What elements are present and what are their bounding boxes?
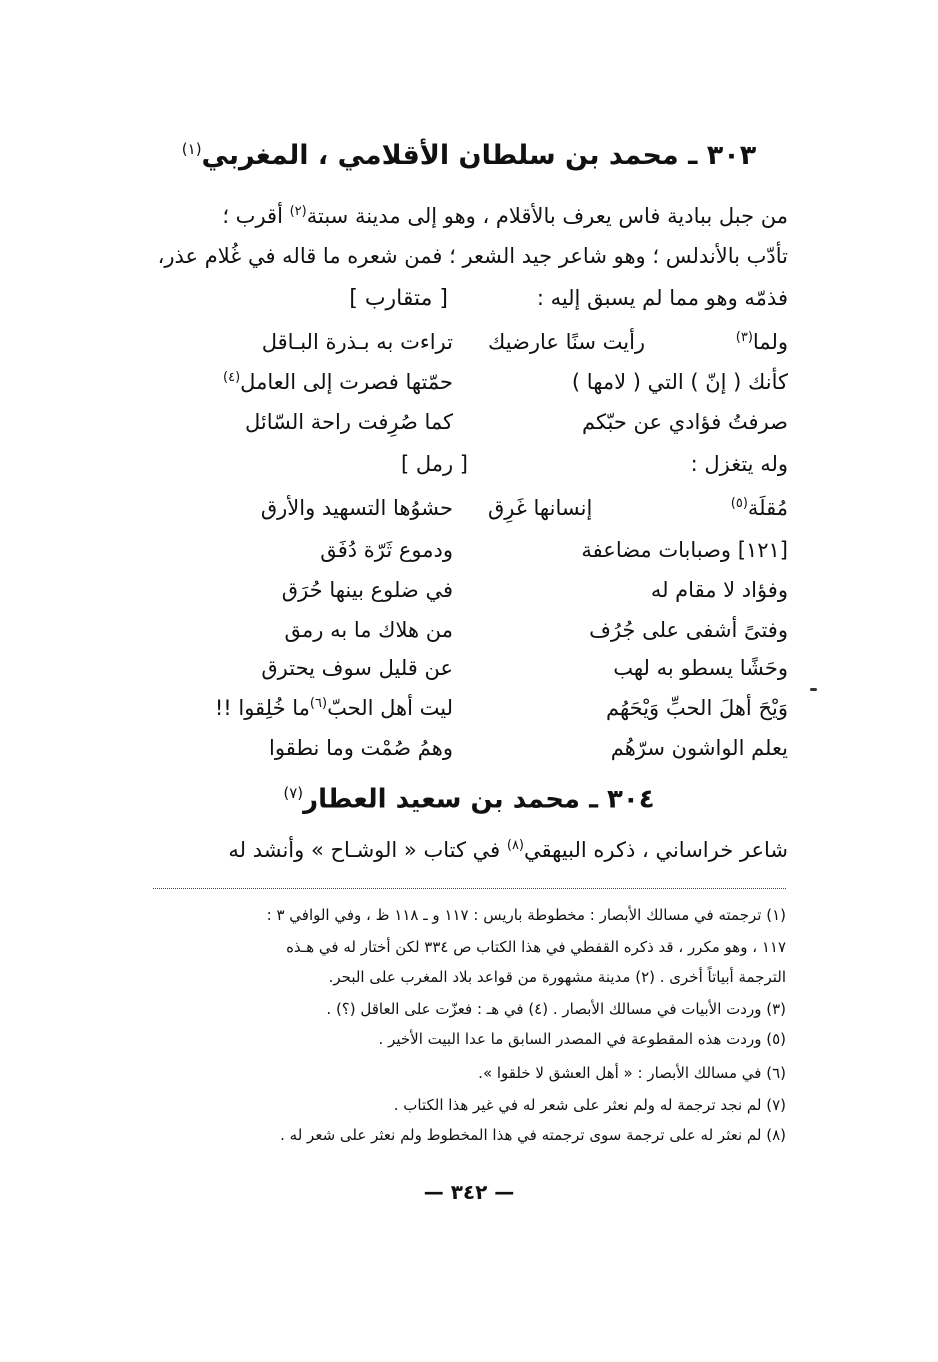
poem2-verse-1-a: مُقلَة$^{(٥)}$ (730, 496, 788, 520)
print-speck (810, 688, 817, 691)
footnote-marker-2: (٢) (289, 204, 307, 219)
footnote-line-8: (٨) لم نعثر له على ترجمة سوى ترجمته في هذا المخطوط ولم نعثر على شعر له . (280, 1126, 786, 1144)
page-number: — ٣٤٢ — (423, 1180, 515, 1204)
entry-303-title-text: ٣٠٣ ـ محمد بن سلطان الأقلامي ، المغربي (201, 140, 757, 171)
footnote-separator (153, 888, 786, 889)
poem2-verse-1-a-rest: إنسانها غَرِق (488, 496, 593, 520)
poem2-verse-4-first-hemistich: وفتىً أشفى على جُرُف (589, 618, 788, 642)
poem2-verse-2-first-hemistich: [١٢١] وصبابات مضاعفة (581, 538, 788, 562)
poem2-verse-6-first-hemistich: وَيْحَ أهلَ الحبِّ وَيْحَهُم (606, 696, 788, 720)
poem2-verse-1-first-hemistich (488, 488, 788, 528)
poem2-verse-6-second-hemistich (153, 688, 453, 728)
poem2-verse-6-b: ليت أهل الحبّ$^{(٦)}$ما خُلِقوا !! (214, 696, 453, 720)
footnote-line-1: (١) ترجمته في مسالك الأبصار : مخطوطة باريس : ١١٧ و ـ ١١٨ ظ ، وفي الوافي ٣ : (266, 906, 786, 924)
footnote-line-6: (٦) في مسالك الأبصار : « أهل العشق لا خلقوا ». (478, 1064, 786, 1082)
footnote-line-3: الترجمة أبياتاً أخرى . (٢) مدينة مشهورة من قواعد بلاد المغرب على البحر. (328, 968, 786, 986)
poem1-verse-2-b: حمّتها فصرت إلى العامل$^{(٤)}$ (223, 370, 453, 394)
entry-303-line-3-text: فذمّه وهو مما لم يسبق إليه : (536, 286, 788, 310)
poem2-verse-7-second-hemistich: وهمُ صُمْت وما نطقوا (269, 736, 453, 760)
poem2-verse-2-second-hemistich: ودموع ثَرّة دُفَق (320, 538, 453, 562)
poem2-verse-4-second-hemistich: من هلاك ما به رمق (284, 618, 453, 642)
entry-303-line-1-end: أقرب ؛ (222, 204, 290, 228)
entry-303-line-1-text: من جبل ببادية فاس يعرف بالأقلام ، وهو إلى مدينة سبتة (306, 204, 788, 228)
footnote-marker-7: (٧) (283, 784, 304, 802)
poem2-verse-5-first-hemistich: وحَشًا يسطو به لهب (613, 656, 788, 680)
poem1-verse-2-first-hemistich: كأنك ( إنّ ) التي ( لامها ) (571, 370, 788, 394)
poem2-verse-5-second-hemistich: عن قليل سوف يحترق (261, 656, 453, 680)
poem2-verse-7-first-hemistich: يعلم الواشون سرّهُم (610, 736, 788, 760)
poem1-verse-1-a2: رأيت سنًا عارضيك (488, 330, 646, 354)
entry-304-line-1-text: شاعر خراساني ، ذكره البيهقي (524, 838, 788, 862)
entry-304-title-text: ٣٠٤ ـ محمد بن سعيد العطار (303, 784, 655, 815)
entry-303-line-2: تأدّب بالأندلس ؛ وهو شاعر جيد الشعر ؛ فمن شعره ما قاله في غُلام عذر، (157, 244, 788, 268)
poem2-verse-3-first-hemistich: وفؤاد لا مقام له (650, 578, 788, 602)
footnote-marker-3: (٣) (735, 330, 753, 345)
footnote-line-4: (٣) وردت الأبيات في مسالك الأبصار . (٤) في هـ : فعزّت على العاقل (؟) . (326, 1000, 786, 1018)
poem1-verse-3-first-hemistich: صرفتُ فؤادي عن حبّكم (581, 410, 788, 434)
footnote-marker-6: (٦) (309, 696, 328, 711)
footnote-marker-4: (٤) (223, 370, 241, 385)
poem1-verse-1-a1: ولما$^{(٣)}$ (735, 330, 788, 354)
entry-304-line-1 (138, 838, 788, 862)
poem1-verse-3-second-hemistich: كما صُرِفت راحة السّائل (245, 410, 453, 434)
meter-label-ramal: [ رمل ] (400, 452, 468, 476)
poem2-verse-1-second-hemistich: حشوُها التسهيد والأرق (260, 496, 453, 520)
footnote-line-2: ١١٧ ، وهو مكرر ، قد ذكره القفطي في هذا الكتاب ص ٣٣٤ لكن أختار له في هـذه (286, 938, 786, 956)
footnote-line-7: (٧) لم نجد ترجمة له ولم نعثر على شعر له في غير هذا الكتاب . (393, 1096, 786, 1114)
footnote-marker-1: (١) (181, 140, 202, 158)
entry-303-line-1 (138, 204, 788, 228)
poem1-verse-2-second-hemistich (153, 362, 453, 402)
entry-304-title (0, 784, 938, 815)
footnote-marker-8: (٨) (506, 838, 524, 853)
entry-304-line-1-end: في كتاب « الوشـاح » وأنشد له (228, 838, 507, 862)
footnote-marker-5: (٥) (730, 496, 748, 511)
poem1-verse-1-first-hemistich (488, 322, 788, 362)
footnote-line-5: (٥) وردت هذه المقطوعة في المصدر السابق ما عدا البيت الأخير . (378, 1030, 786, 1048)
entry-303-line-3 (138, 286, 788, 310)
entry-303-title (0, 140, 938, 171)
meter-label-mutaqarib: [ متقارب ] (349, 286, 448, 311)
poem2-verse-3-second-hemistich: في ضلوع بينها حُرَق (281, 578, 453, 602)
poem1-verse-1-second-hemistich: تراءت به بـذرة البـاقل (261, 330, 453, 354)
poem2-intro: وله يتغزل : (690, 452, 788, 476)
